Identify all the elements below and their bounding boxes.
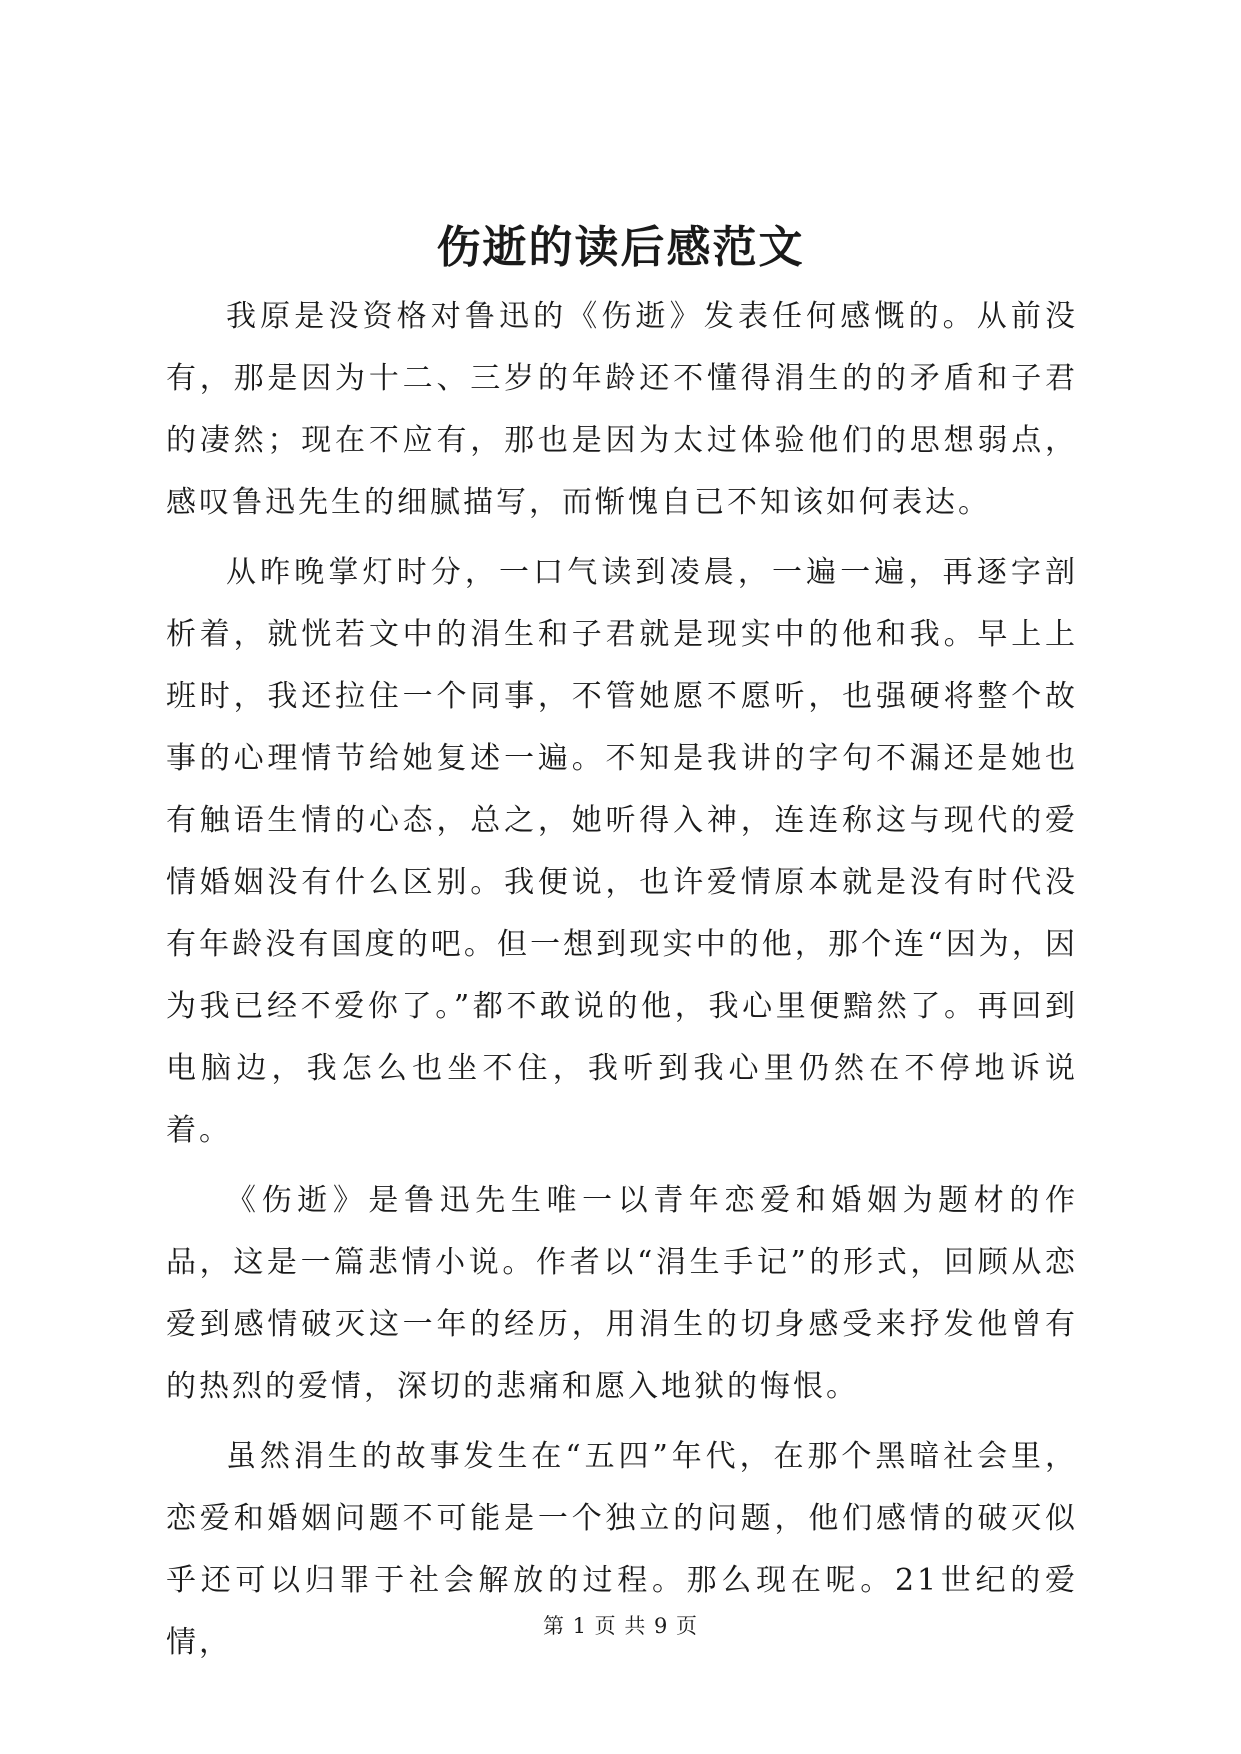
document-title: 伤逝的读后感范文 <box>436 222 805 273</box>
paragraph: 《伤逝》是鲁迅先生唯一以青年恋爱和婚姻为题材的作品，这是一篇悲情小说。作者以“涓生手记”的形式，回顾从恋爱到感情破灭这一年的经历，用涓生的切身感受来抒发他曾有的热烈的爱情，深切的悲痛和愿入地狱的悔恨。 <box>166 1183 1078 1404</box>
page-footer <box>0 1612 1241 1640</box>
page-total: 共 9 页 <box>624 1614 699 1638</box>
paragraph: 虽然涓生的故事发生在“五四”年代，在那个黑暗社会里，恋爱和婚姻问题不可能是一个独立的问题，他们感情的破灭似乎还可以归罪于社会解放的过程。那么现在呢。21世纪的爱情， <box>166 1439 1078 1660</box>
paragraph: 从昨晚掌灯时分，一口气读到凌晨，一遍一遍，再逐字剖析着，就恍若文中的涓生和子君就是现实中的他和我。早上上班时，我还拉住一个同事，不管她愿不愿听，也强硬将整个故事的心理情节给她复述一遍。不知是我讲的字句不漏还是她也有触语生情的心态，总之，她听得入神，连连称这与现代的爱情婚姻没有什么区别。我便说，也许爱情原本就是没有时代没有年龄没有国度的吧。但一想到现实中的他，那个连“因为，因为我已经不爱你了。”都不敢说的他，我心里便黯然了。再回到电脑边，我怎么也坐不住，我听到我心里仍然在不停地诉说着。 <box>166 555 1078 1148</box>
paragraph: 我原是没资格对鲁迅的《伤逝》发表任何感慨的。从前没有，那是因为十二、三岁的年龄还不懂得涓生的的矛盾和子君的凄然；现在不应有，那也是因为太过体验他们的思想弱点，感叹鲁迅先生的细腻描写，而惭愧自已不知该如何表达。 <box>166 299 1078 520</box>
document-body <box>166 286 1078 1682</box>
page-number: 第 1 页 <box>542 1614 617 1638</box>
